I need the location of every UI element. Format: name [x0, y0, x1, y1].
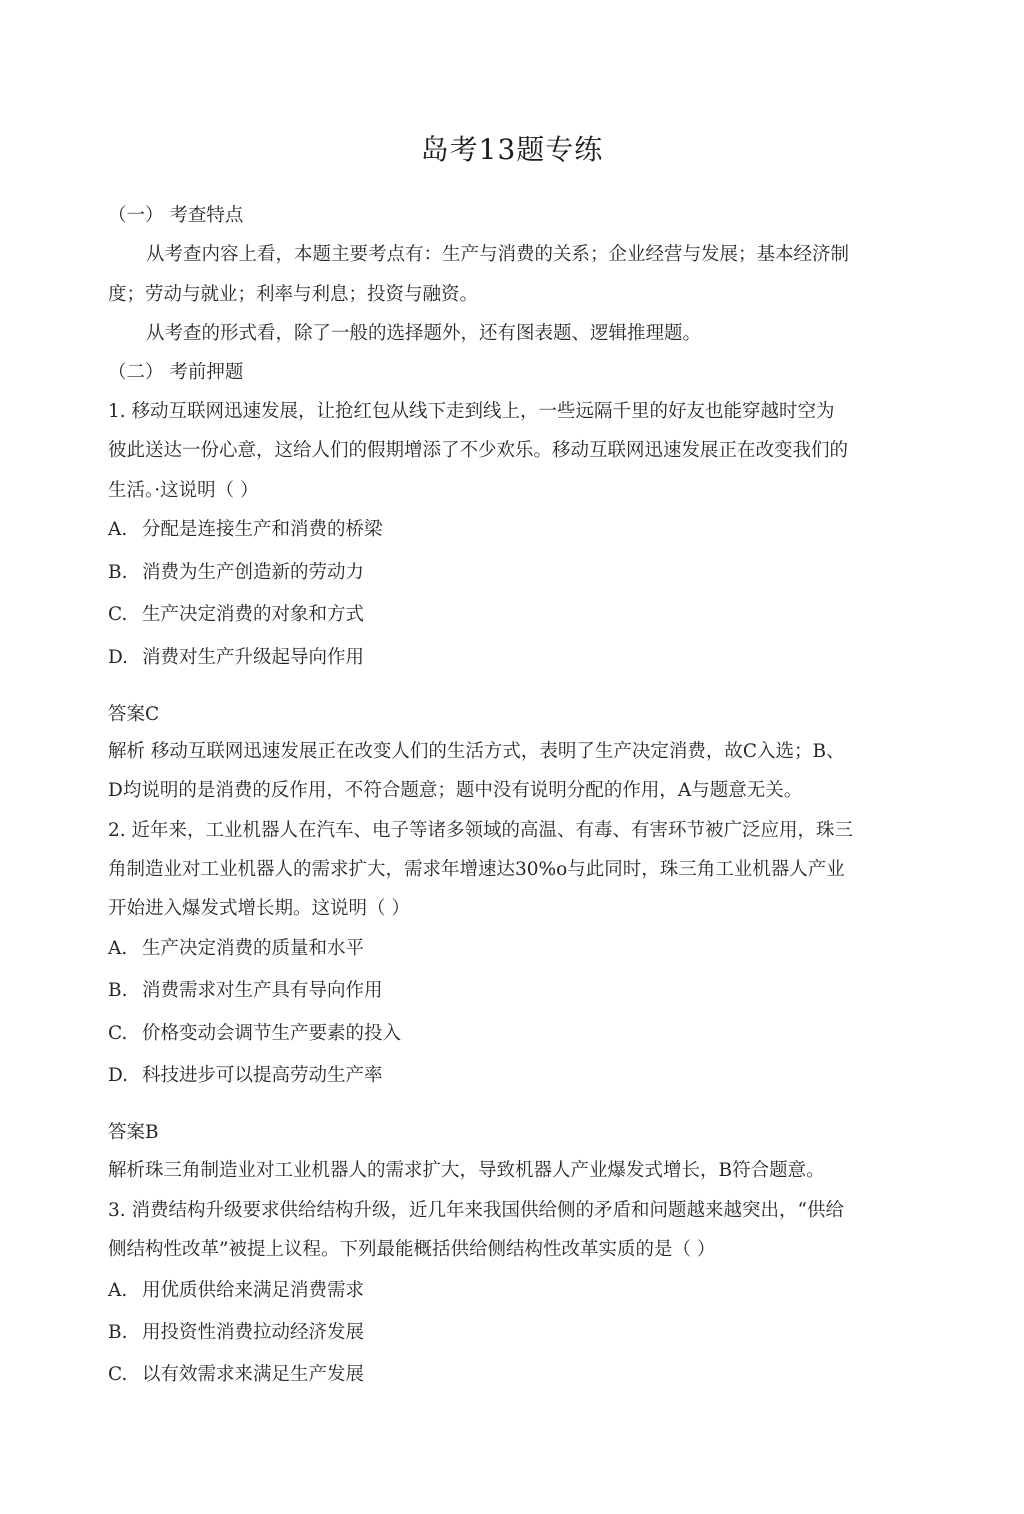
question-1-stem-line2: 彼此送达一份心意，这给人们的假期增添了不少欢乐。移动互联网迅速发展正在改变我们的 — [108, 440, 849, 461]
question-1-option-c: C. 生产决定消费的对象和方式 — [108, 604, 365, 625]
question-1-option-b: B. 消费为生产创造新的劳动力 — [108, 562, 365, 583]
paragraph-content-line2: 度；劳动与就业；利率与利息；投资与融资。 — [108, 284, 479, 305]
section-heading-features: （一） 考查特点 — [108, 205, 244, 226]
page-title: 岛考13题专练 — [420, 133, 604, 166]
question-3-option-b: B. 用投资性消费拉动经济发展 — [108, 1322, 365, 1343]
question-1-stem-line1: 1. 移动互联网迅速发展，让抢红包从线下走到线上，一些远隔千里的好友也能穿越时空为 — [108, 401, 835, 422]
question-2-stem-line3: 开始进入爆发式增长期。这说明（ ） — [108, 898, 410, 919]
question-3-stem-line1: 3. 消费结构升级要求供给结构升级，近几年来我国供给侧的矛盾和问题越来越突出，“供给 — [108, 1200, 844, 1221]
question-1-analysis-line1: 解析 移动互联网迅速发展正在改变人们的生活方式，表明了生产决定消费，故C入选；B、 — [108, 741, 845, 762]
paragraph-content-line1: 从考查内容上看，本题主要考点有：生产与消费的关系；企业经营与发展；基本经济制 — [146, 244, 850, 265]
question-1-analysis-line2: D均说明的是消费的反作用，不符合题意；题中没有说明分配的作用，A与题意无关。 — [108, 780, 803, 801]
question-2-answer: 答案B — [108, 1122, 159, 1143]
section-heading-predictions: （二） 考前押题 — [108, 362, 244, 383]
question-2-option-a: A. 生产决定消费的质量和水平 — [108, 938, 365, 959]
question-2-stem-line2: 角制造业对工业机器人的需求扩大，需求年增速达30%o与此同时，珠三角工业机器人产业 — [108, 859, 845, 880]
question-1-option-d: D. 消费对生产升级起导向作用 — [108, 647, 365, 668]
question-2-option-c: C. 价格变动会调节生产要素的投入 — [108, 1023, 402, 1044]
question-1-answer: 答案C — [108, 704, 160, 725]
question-3-option-a: A. 用优质供给来满足消费需求 — [108, 1280, 365, 1301]
paragraph-form: 从考查的形式看，除了一般的选择题外，还有图表题、逻辑推理题。 — [146, 323, 702, 344]
question-2-stem-line1: 2. 近年来，工业机器人在汽车、电子等诸多领域的高温、有毒、有害环节被广泛应用，珠三 — [108, 820, 854, 841]
question-2-option-d: D. 科技进步可以提高劳动生产率 — [108, 1065, 383, 1086]
question-1-stem-line3: 生活。·这说明（ ） — [108, 480, 259, 501]
question-2-option-b: B. 消费需求对生产具有导向作用 — [108, 980, 383, 1001]
question-3-option-c: C. 以有效需求来满足生产发展 — [108, 1364, 365, 1385]
question-1-option-a: A. 分配是连接生产和消费的桥梁 — [108, 519, 383, 540]
question-2-analysis: 解析珠三角制造业对工业机器人的需求扩大，导致机器人产业爆发式增长，B符合题意。 — [108, 1160, 825, 1181]
question-3-stem-line2: 侧结构性改革”被提上议程。下列最能概括供给侧结构性改革实质的是（ ） — [108, 1239, 716, 1260]
